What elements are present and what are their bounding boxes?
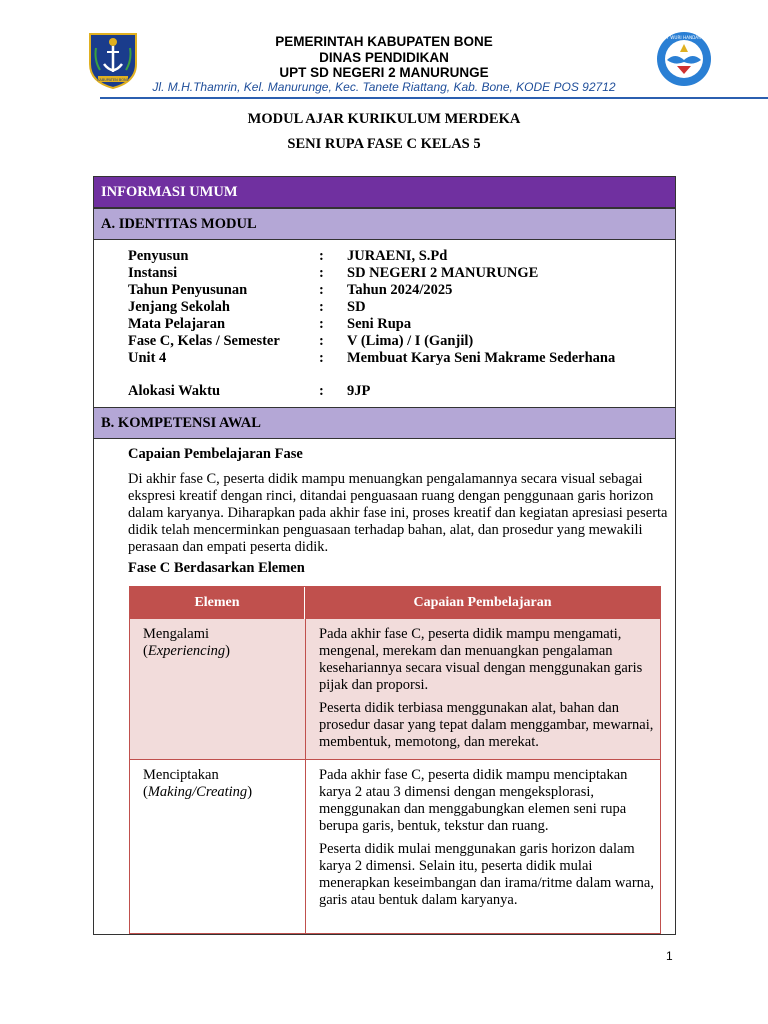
elemen-english: (Experiencing) <box>143 643 230 659</box>
identity-colon: : <box>319 350 324 366</box>
identity-colon: : <box>319 299 324 315</box>
elemen-name: Menciptakan <box>143 767 219 783</box>
capaian-text: Peserta didik terbiasa menggunakan alat, bahan dan prosedur dasar yang tepat dalam menggambar, mewarnai, membentuk, memotong, dan merekat. <box>319 700 654 750</box>
column-header-elemen: Elemen <box>130 587 305 619</box>
identity-value: SD NEGERI 2 MANURUNGE <box>347 265 539 281</box>
capaian-text: Pada akhir fase C, peserta didik mampu menciptakan karya 2 atau 3 dimensi dengan mengeksplorasi, menggunakan dan menggabungkan elemen seni rupa berupa garis, bentuk, tekstur dan ruang. <box>319 767 628 834</box>
identity-row <box>128 316 668 333</box>
identity-row <box>128 333 668 350</box>
identity-value: Membuat Karya Seni Makrame Sederhana <box>347 350 616 366</box>
identity-label: Mata Pelajaran <box>128 316 226 332</box>
identity-value: V (Lima) / I (Ganjil) <box>347 333 474 349</box>
section-informasi-umum: INFORMASI UMUM <box>94 177 675 208</box>
left-logo-text: KABUPATEN BONE <box>97 78 129 82</box>
right-logo-text: TUT WURI HANDAYANI <box>660 35 708 40</box>
identity-label: Fase C, Kelas / Semester <box>128 333 280 349</box>
cell-divider <box>305 760 306 933</box>
cell-divider <box>305 619 306 759</box>
identity-colon: : <box>319 333 324 349</box>
table-row <box>130 619 660 760</box>
document-title: MODUL AJAR KURIKULUM MERDEKA <box>247 111 521 127</box>
identity-label: Unit 4 <box>128 350 167 366</box>
elemen-english-term: Making/Creating <box>147 784 248 800</box>
section-kompetensi-awal: B. KOMPETENSI AWAL <box>94 407 675 439</box>
elemen-cell <box>143 626 298 660</box>
letterhead-address: Jl. M.H.Thamrin, Kel. Manurunge, Kec. Tanete Riattang, Kab. Bone, KODE POS 92712 <box>152 80 616 94</box>
fase-c-heading: Fase C Berdasarkan Elemen <box>128 560 305 576</box>
column-header-capaian: Capaian Pembelajaran <box>413 595 552 610</box>
elemen-table <box>129 586 661 934</box>
identity-row <box>128 282 668 299</box>
document-subtitle: SENI RUPA FASE C KELAS 5 <box>287 136 481 152</box>
identity-value: Tahun 2024/2025 <box>347 282 453 298</box>
identity-colon: : <box>319 383 324 399</box>
table-row <box>130 760 660 933</box>
capaian-cell <box>319 626 654 751</box>
capaian-heading: Capaian Pembelajaran Fase <box>128 446 303 462</box>
capaian-text: Pada akhir fase C, peserta didik mampu mengamati, mengenal, merekam dan menuangkan pengalaman kesehariannya secara visual dengan menggunakan garis pijak dan proporsi. <box>319 626 643 693</box>
identity-label: Alokasi Waktu <box>128 383 221 399</box>
identity-colon: : <box>319 316 324 332</box>
identity-colon: : <box>319 248 324 264</box>
identity-colon: : <box>319 282 324 298</box>
identity-label: Tahun Penyusunan <box>128 282 248 298</box>
module-info-table <box>93 176 676 935</box>
page-number: 1 <box>666 949 673 963</box>
identity-label: Instansi <box>128 265 178 281</box>
capaian-paragraph: Di akhir fase C, peserta didik mampu menuangkan pengalamannya secara visual sebagai ekspresi kreatif dengan rinci, ditandai penguasaan ruang dengan penggunaan garis horizon dalam karyanya. Diharapkan pada akhir fase ini, proses kreatif dan kegiatan apresiasi peserta didik telah mencerminkan penguasaan terhadap bahan, alat, dan prosedur yang mewakili perasaan dan empati peserta didik. <box>128 471 668 555</box>
elemen-english-term: Experiencing <box>147 643 226 659</box>
section-identitas-modul: A. IDENTITAS MODUL <box>94 208 675 240</box>
letterhead-line-2: DINAS PENDIDIKAN <box>319 50 449 65</box>
identity-colon: : <box>319 265 324 281</box>
identity-label: Jenjang Sekolah <box>128 299 230 315</box>
letterhead <box>0 0 768 100</box>
identity-row <box>128 248 668 265</box>
letterhead-line-3: UPT SD NEGERI 2 MANURUNGE <box>279 65 489 80</box>
identity-label: Penyusun <box>128 248 189 264</box>
tut-wuri-handayani-icon <box>655 30 713 88</box>
capaian-cell <box>319 767 654 909</box>
identity-list <box>128 248 668 400</box>
identity-row <box>128 383 668 400</box>
identity-value: 9JP <box>347 383 371 399</box>
elemen-cell <box>143 767 298 801</box>
capaian-text: Peserta didik mulai menggunakan garis horizon dalam karya 2 dimensi. Selain itu, peserta didik mulai menerapkan keseimbangan dan irama/ritme dalam warna, garis atau bentuk dalam karyanya. <box>319 841 654 908</box>
elemen-table-header <box>130 587 660 619</box>
letterhead-line-1: PEMERINTAH KABUPATEN BONE <box>275 34 493 49</box>
identity-value: SD <box>347 299 366 315</box>
identity-row <box>128 265 668 282</box>
letterhead-divider <box>100 97 768 99</box>
identity-row <box>128 350 668 367</box>
identity-value: JURAENI, S.Pd <box>347 248 448 264</box>
elemen-name: Mengalami <box>143 626 210 642</box>
elemen-english: (Making/Creating) <box>143 784 253 800</box>
identity-row <box>128 299 668 316</box>
identity-value: Seni Rupa <box>347 316 412 332</box>
